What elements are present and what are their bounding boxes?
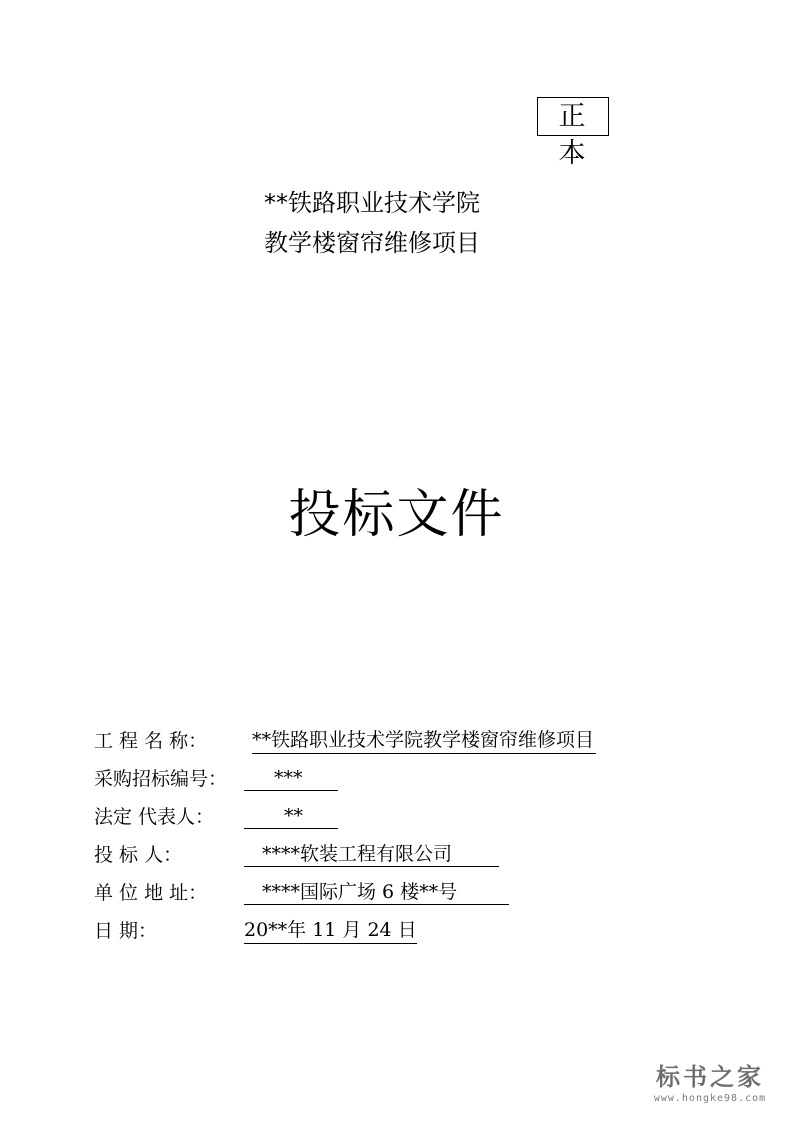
date-row: [94, 912, 714, 950]
watermark-logo: [640, 1062, 780, 1106]
address-label: 单 位 地 址：: [94, 882, 208, 904]
address-value: ****国际广场 6 楼**号: [244, 879, 509, 905]
bidder-label: 投 标 人：: [94, 844, 183, 866]
project-name-value: **铁路职业技术学院教学楼窗帘维修项目: [252, 727, 596, 754]
legal-representative-row: [94, 798, 714, 836]
watermark-url: www.hongke98.com: [653, 1093, 767, 1104]
tender-number-label: 采购招标编号：: [94, 768, 228, 790]
watermark-brand-text: 标书之家: [656, 1063, 764, 1091]
tender-number-row: [94, 760, 714, 798]
project-title: [264, 183, 584, 263]
bid-info-list: [94, 722, 714, 950]
tender-number-value: ***: [244, 765, 338, 791]
project-name-row: [94, 722, 714, 760]
project-name-label: 工 程 名 称：: [94, 730, 208, 752]
date-label: 日 期：: [94, 920, 158, 942]
legal-representative-value: **: [244, 803, 338, 829]
bidder-value: ****软装工程有限公司: [244, 841, 499, 867]
date-value: 20**年 11 月 24 日: [244, 917, 417, 944]
original-copy-mark: 正 本: [537, 97, 609, 136]
project-title-line-2: 教学楼窗帘维修项目: [264, 229, 480, 257]
project-title-line-1: **铁路职业技术学院: [264, 189, 480, 217]
address-row: [94, 874, 714, 912]
legal-representative-label: 法定 代表人：: [94, 806, 215, 828]
bidder-row: [94, 836, 714, 874]
document-title: 投标文件: [288, 485, 505, 545]
